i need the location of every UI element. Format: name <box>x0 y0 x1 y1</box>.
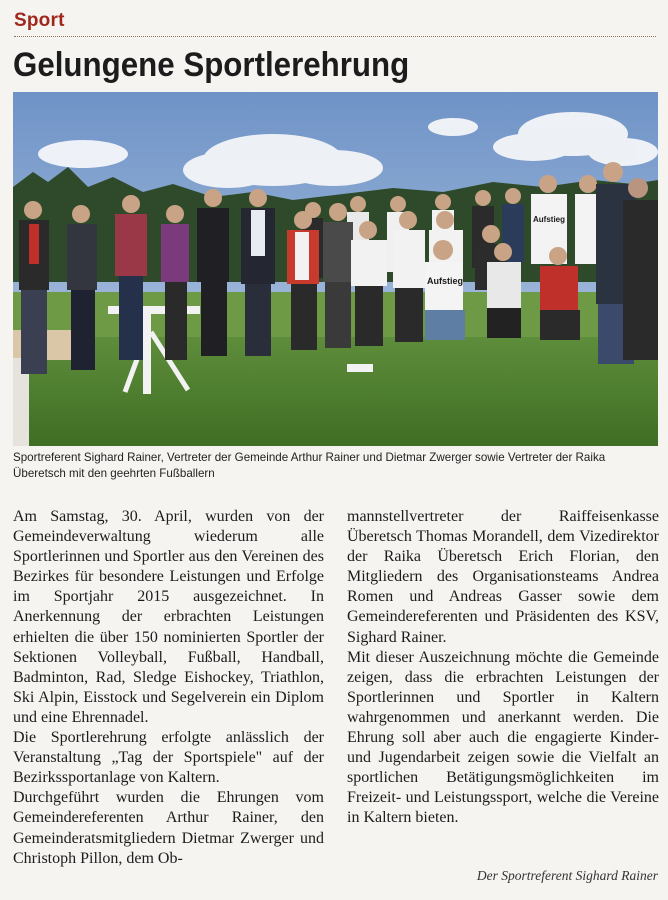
author-byline: Der Sportreferent Sighard Rainer <box>476 868 658 883</box>
paragraph: mannstellvertreter der Raiffeisenkasse Überetsch Thomas Morandell, dem Vizedirektor der Raika Überetsch Erich Florian, den Mitgliedern des Organisationsteams Andrea Romen und Andreas Gasser sowie dem Gemeindereferenten und Präsidenten des KSV, Sighard Rainer. <box>347 508 659 646</box>
group-photo-illustration <box>13 92 658 446</box>
paragraph: Durchgeführt wurden die Ehrungen vom Gemeindereferenten Arthur Rainer, den Gemeinderatsmitgliedern Dietmar Zwerger und Christoph Pillon, dem Ob- <box>13 789 324 867</box>
paragraph: Am Samstag, 30. April, wurden von der Gemeindeverwaltung wiederum alle Sportlerinnen und Sportler aus den Vereinen des Bezirkes für besondere Leistungen und Erfolge im Sportjahr 2015 ausgezeichnet. In Anerkennung der erbrachten Leistungen erhielten die über 150 nominierten Sportler der Sektionen Volleyball, Fußball, Handball, Badminton, Rad, Sledge Eishockey, Triathlon, Ski Alpin, Eisstock und Segelverein ein Diplom und eine Ehrennadel. <box>13 508 324 726</box>
photo-caption: Sportreferent Sighard Rainer, Vertreter der Gemeinde Arthur Rainer und Dietmar Zwerger sowie Vertreter der Raika Überetsch mit den geehrten Fußballern <box>13 451 606 480</box>
paragraph: Die Sportlerehrung erfolgte anlässlich der Veranstaltung „Tag der Sportspiele" auf der Bezirkssportanlage von Kaltern. <box>13 729 324 787</box>
section-label: Sport <box>14 10 65 31</box>
shirt-print-text-2: Aufstieg <box>533 215 565 224</box>
article-column-right <box>347 507 659 829</box>
shirt-print-text: Aufstieg <box>427 276 463 286</box>
paragraph: Mit dieser Auszeichnung möchte die Gemeinde zeigen, dass die erbrachten Leistungen der Sportlerinnen und Sportler in Kaltern wahrgenommen und anerkannt werden. Die Ehrung soll aber auch die engagierte Kinder- und Jugendarbeit zeigen sowie die Vielfalt an sportlichen Betätigungsmöglichkeiten im Freizeit- und Leistungssport, welche die Vereine in Kaltern bieten. <box>347 648 659 827</box>
article-column-left <box>13 507 324 869</box>
article-headline: Gelungene Sportlerehrung <box>13 46 410 84</box>
group-photo <box>13 92 658 446</box>
section-divider <box>14 36 656 37</box>
